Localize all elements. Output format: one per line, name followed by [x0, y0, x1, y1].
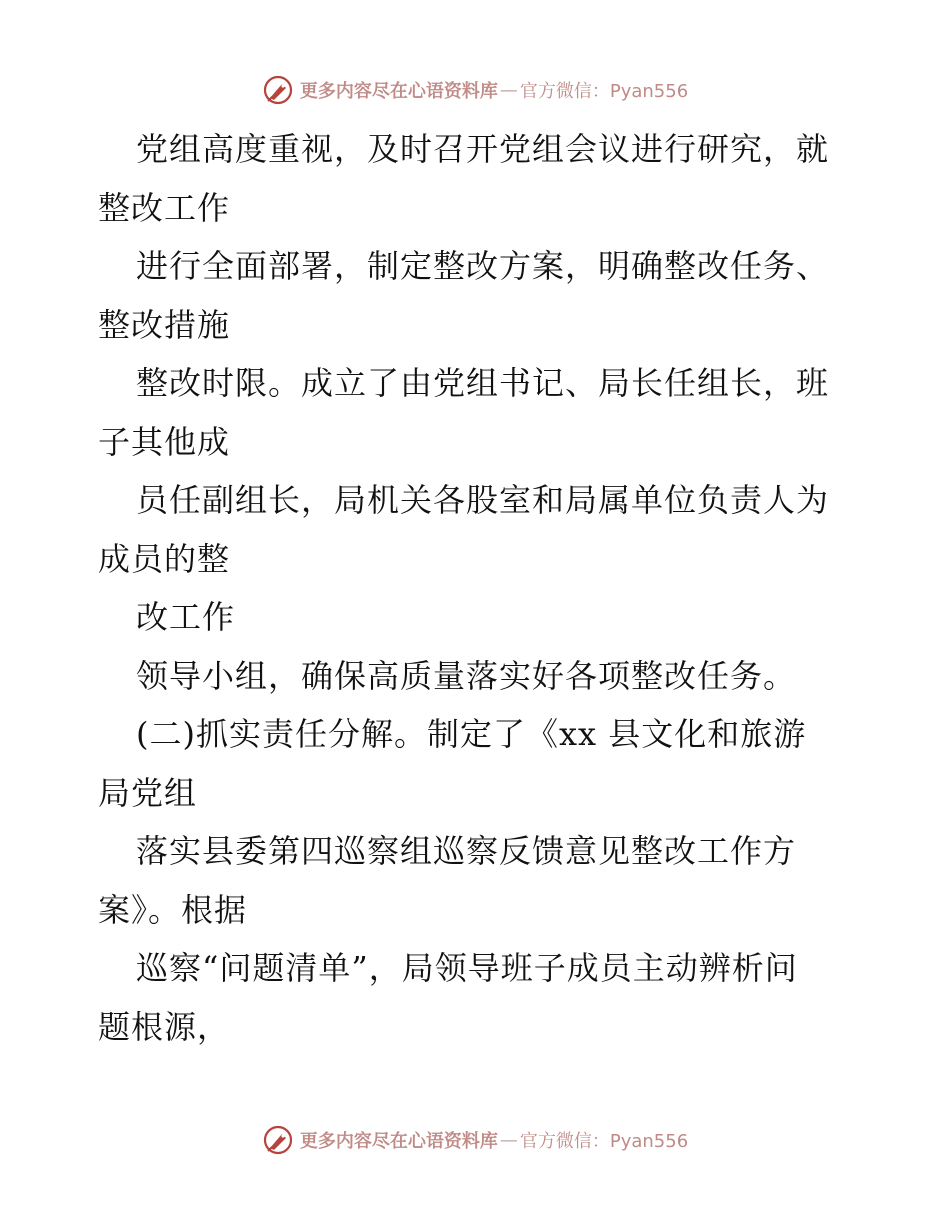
document-body — [98, 120, 858, 1056]
body-line: 子其他成 — [98, 422, 231, 461]
body-line: (二)抓实责任分解。制定了《xx 县文化和旅游 — [136, 715, 807, 753]
watermark-contact: 官方微信：Pyan556 — [519, 81, 689, 102]
footer-watermark — [0, 1120, 950, 1160]
pen-nib-icon — [262, 74, 294, 106]
watermark-dash: — — [499, 79, 518, 101]
watermark-dash: — — [499, 1129, 518, 1151]
header-watermark — [0, 70, 950, 110]
body-line: 落实县委第四巡察组巡察反馈意见整改工作方 — [136, 832, 797, 870]
body-line: 领导小组，确保高质量落实好各项整改任务。 — [136, 656, 797, 695]
pen-nib-icon — [262, 1124, 294, 1156]
body-line: 改工作 — [136, 598, 236, 636]
body-line: 巡察“问题清单”，局领导班子成员主动辨析问 — [136, 949, 798, 987]
body-line: 整改措施 — [98, 305, 231, 344]
watermark-text: 更多内容尽在心语资料库 — [299, 1131, 498, 1152]
watermark-text: 更多内容尽在心语资料库 — [299, 81, 498, 102]
body-line: 成员的整 — [98, 539, 231, 578]
watermark-contact: 官方微信：Pyan556 — [519, 1131, 689, 1152]
body-line: 局党组 — [98, 773, 198, 812]
body-line: 党组高度重视，及时召开党组会议进行研究，就 — [136, 130, 830, 168]
body-line: 整改工作 — [98, 188, 231, 227]
body-line: 进行全面部署，制定整改方案，明确整改任务、 — [136, 247, 830, 285]
body-line: 员任副组长，局机关各股室和局属单位负责人为 — [136, 481, 830, 519]
body-line: 整改时限。成立了由党组书记、局长任组长，班 — [136, 364, 830, 402]
body-line: 案》。根据 — [98, 890, 248, 929]
body-line: 题根源， — [98, 1007, 231, 1046]
